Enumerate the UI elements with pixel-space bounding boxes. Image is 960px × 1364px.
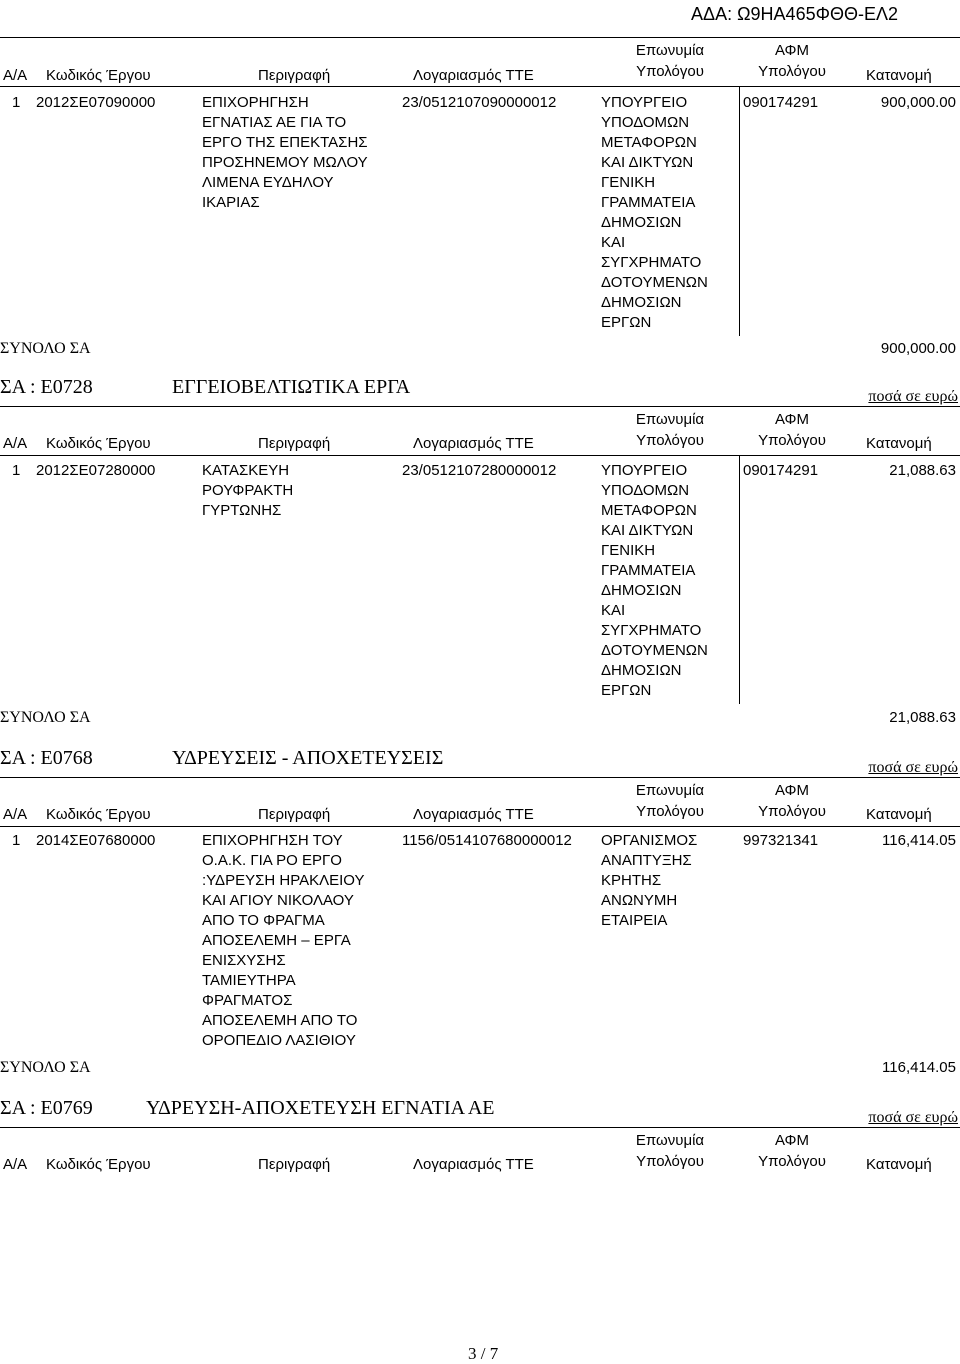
row-name: ΟΡΓΑΝΙΣΜΟΣ ΑΝΑΠΤΥΞΗΣ ΚΡΗΤΗΣ ΑΝΩΝΥΜΗ ΕΤΑΙΡΕΙΑ <box>601 832 698 929</box>
col-code: Κωδικός Έργου <box>46 435 151 452</box>
col-alloc: Κατανομή <box>866 806 932 823</box>
col-desc: Περιγραφή <box>258 1156 331 1173</box>
col-code: Κωδικός Έργου <box>46 1156 151 1173</box>
row-code: 2014ΣΕ07680000 <box>36 832 156 849</box>
col-name-2: Υπολόγου <box>636 1153 704 1170</box>
total-label: ΣΥΝΟΛΟ ΣΑ <box>0 709 91 726</box>
col-account: Λογαριασμός ΤΤΕ <box>413 806 534 823</box>
row-desc: ΚΑΤΑΣΚΕΥΗ ΡΟΥΦΡΑΚΤΗ ΓΥΡΤΩΝΗΣ <box>202 462 294 519</box>
col-aa: Α/Α <box>3 435 28 452</box>
col-aa: Α/Α <box>3 1156 28 1173</box>
page-number <box>468 1344 498 1364</box>
amounts-note: ποσά σε ευρώ <box>868 388 958 405</box>
header-top-rule <box>0 406 960 407</box>
col-afm-1: ΑΦΜ <box>774 411 810 428</box>
row-alloc: 116,414.05 <box>882 832 956 849</box>
col-alloc: Κατανομή <box>866 1156 932 1173</box>
col-alloc: Κατανομή <box>866 67 932 84</box>
col-desc: Περιγραφή <box>258 67 331 84</box>
row-afm: 997321341 <box>743 832 819 849</box>
total-value: 116,414.05 <box>882 1059 956 1076</box>
total-label: ΣΥΝΟΛΟ ΣΑ <box>0 1059 91 1076</box>
col-afm-1: ΑΦΜ <box>774 42 810 59</box>
column-divider <box>739 87 740 336</box>
header-bottom-rule <box>0 86 960 87</box>
sa-prefix: ΣΑ : Ε0728 <box>0 376 93 398</box>
amounts-note: ποσά σε ευρώ <box>868 1109 958 1126</box>
row-account: 23/0512107280000012 <box>402 462 557 479</box>
col-afm-2: Υπολόγου <box>758 63 826 80</box>
sa-title: ΕΓΓΕΙΟΒΕΛΤΙΩΤΙΚΑ ΕΡΓΑ <box>172 376 411 398</box>
col-name-2: Υπολόγου <box>636 803 704 820</box>
col-name-1: Επωνυμία <box>635 411 705 428</box>
header-top-rule <box>0 37 960 38</box>
header-bottom-rule <box>0 826 960 827</box>
col-account: Λογαριασμός ΤΤΕ <box>413 435 534 452</box>
amounts-note: ποσά σε ευρώ <box>868 759 958 776</box>
total-value: 900,000.00 <box>880 340 956 357</box>
row-name: ΥΠΟΥΡΓΕΙΟ ΥΠΟΔΟΜΩΝ ΜΕΤΑΦΟΡΩΝ ΚΑΙ ΔΙΚΤΥΩΝ ΓΕΝΙΚΗ ΓΡΑΜΜΑΤΕΙΑ ΔΗΜΟΣΙΩΝ ΚΑΙ ΣΥΓΧΡΗΜΑΤΟ ΔΟΤΟΥΜΕΝΩΝ ΔΗΜΟΣΙΩΝ ΕΡΓΩΝ <box>601 94 708 331</box>
sa-prefix: ΣΑ : Ε0769 <box>0 1097 93 1119</box>
col-account: Λογαριασμός ΤΤΕ <box>413 1156 534 1173</box>
col-name-2: Υπολόγου <box>636 432 704 449</box>
page-current: 3 <box>468 1344 477 1363</box>
row-aa: 1 <box>12 462 21 479</box>
row-code: 2012ΣΕ07280000 <box>36 462 156 479</box>
col-name-1: Επωνυμία <box>635 42 705 59</box>
total-value: 21,088.63 <box>889 709 956 726</box>
ada-header: ΑΔΑ: Ω9ΗΑ465ΦΘΘ-ΕΛ2 <box>691 4 898 24</box>
page-separator: / <box>480 1344 486 1363</box>
total-label: ΣΥΝΟΛΟ ΣΑ <box>0 340 91 357</box>
row-afm: 090174291 <box>743 462 819 479</box>
row-alloc: 21,088.63 <box>889 462 956 479</box>
row-account: 1156/0514107680000012 <box>402 832 572 849</box>
row-afm: 090174291 <box>743 94 819 111</box>
row-name: ΥΠΟΥΡΓΕΙΟ ΥΠΟΔΟΜΩΝ ΜΕΤΑΦΟΡΩΝ ΚΑΙ ΔΙΚΤΥΩΝ ΓΕΝΙΚΗ ΓΡΑΜΜΑΤΕΙΑ ΔΗΜΟΣΙΩΝ ΚΑΙ ΣΥΓΧΡΗΜΑΤΟ ΔΟΤΟΥΜΕΝΩΝ ΔΗΜΟΣΙΩΝ ΕΡΓΩΝ <box>601 462 708 699</box>
col-code: Κωδικός Έργου <box>46 67 151 84</box>
col-aa: Α/Α <box>3 67 28 84</box>
row-desc: ΕΠΙΧΟΡΗΓΗΣΗ ΤΟΥ Ο.Α.Κ. ΓΙΑ ΡΟ ΕΡΓΟ :ΥΔΡΕΥΣΗ ΗΡΑΚΛΕΙΟΥ ΚΑΙ ΑΓΙΟΥ ΝΙΚΟΛΑΟΥ ΑΠΟ ΤΟ ΦΡΑΓΜΑ ΑΠΟΣΕΛΕΜΗ – ΕΡΓΑ ΕΝΙΣΧΥΣΗΣ ΤΑΜΙΕΥΤΗΡΑ ΦΡΑΓΜΑΤΟΣ ΑΠΟΣΕΛΕΜΗ ΑΠΟ ΤΟ ΟΡΟΠΕΔΙΟ ΛΑΣΙΘΙΟΥ <box>202 832 365 1049</box>
col-desc: Περιγραφή <box>258 806 331 823</box>
row-code: 2012ΣΕ07090000 <box>36 94 156 111</box>
sa-prefix: ΣΑ : Ε0768 <box>0 747 93 769</box>
page-total: 7 <box>489 1344 499 1363</box>
col-code: Κωδικός Έργου <box>46 806 151 823</box>
column-divider <box>739 456 740 704</box>
sa-code: Ε0728 <box>40 376 93 398</box>
col-afm-2: Υπολόγου <box>758 1153 826 1170</box>
col-afm-2: Υπολόγου <box>758 432 826 449</box>
header-top-rule <box>0 1127 960 1128</box>
col-name-1: Επωνυμία <box>635 782 705 799</box>
col-desc: Περιγραφή <box>258 435 331 452</box>
col-afm-2: Υπολόγου <box>758 803 826 820</box>
sa-title: ΥΔΡΕΥΣΕΙΣ - ΑΠΟΧΕΤΕΥΣΕΙΣ <box>172 747 444 769</box>
row-desc: ΕΠΙΧΟΡΗΓΗΣΗ ΕΓΝΑΤΙΑΣ ΑΕ ΓΙΑ ΤΟ ΕΡΓΟ ΤΗΣ ΕΠΕΚΤΑΣΗΣ ΠΡΟΣΗΝΕΜΟΥ ΜΩΛΟΥ ΛΙΜΕΝΑ ΕΥΔΗΛΟΥ ΙΚΑΡΙΑΣ <box>202 94 368 211</box>
header-top-rule <box>0 777 960 778</box>
row-account: 23/0512107090000012 <box>402 94 557 111</box>
col-afm-1: ΑΦΜ <box>774 782 810 799</box>
col-name-2: Υπολόγου <box>636 63 704 80</box>
row-aa: 1 <box>12 832 21 849</box>
header-bottom-rule <box>0 455 960 456</box>
col-name-1: Επωνυμία <box>635 1132 705 1149</box>
col-alloc: Κατανομή <box>866 435 932 452</box>
row-aa: 1 <box>12 94 21 111</box>
row-alloc: 900,000.00 <box>880 94 956 111</box>
col-account: Λογαριασμός ΤΤΕ <box>413 67 534 84</box>
sa-title: ΥΔΡΕΥΣΗ-ΑΠΟΧΕΤΕΥΣΗ ΕΓΝΑΤΙΑ ΑΕ <box>146 1097 495 1119</box>
col-aa: Α/Α <box>3 806 28 823</box>
col-afm-1: ΑΦΜ <box>774 1132 810 1149</box>
sa-code: Ε0768 <box>40 747 93 769</box>
sa-code: Ε0769 <box>40 1097 93 1119</box>
